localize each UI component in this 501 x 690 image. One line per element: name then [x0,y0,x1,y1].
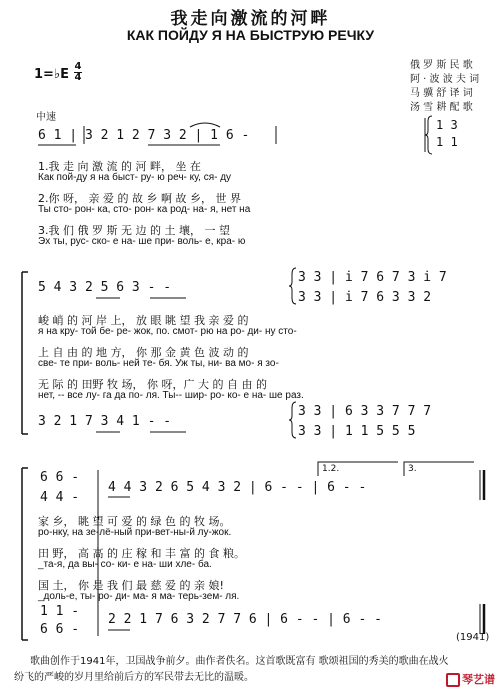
system3-chord-lower: 4 4 - [40,490,80,505]
system2-lyric-ru-3: нет, -- все лу- га да по- ля. Ты-- шир- ро- ко- е на- ше раз. [38,390,304,401]
time-signature-top: 4 [74,61,82,72]
system3-lyric-ru-3: _доль-е, ты- ро- ди- ма- я ма- терь-зем- ля. [38,591,240,602]
song-title-russian: КАК ПОЙДУ Я НА БЫСТРУЮ РЕЧКУ [126,27,375,43]
system2-upper-voice: 3 3 | i̇ 7 6 7 3 i̇ 7 [298,270,447,285]
system3-bass-chord-upper: 1 1 - [40,604,80,619]
voice-brace-icon [289,402,296,438]
system1-lyric-cn-1: 1.我 走 向 激 流 的 河 畔， 坐 在 [38,160,201,173]
system2-melody: 5 4 3 2 5 6 3 - - [38,280,172,295]
system2-bass-lower-voice: 3 3 | 1 1 5 5 5 [298,424,416,439]
volta-bracket [404,462,474,476]
song-title-chinese: 我走向激流的河畔 [170,9,331,29]
footnote-line-2: 纷飞的严峻的岁月里给前后方的军民带去无比的温暖。 [14,672,254,683]
system3-bass-notes: 2 2 1 7 6 3 2 7 7 6 | 6 - - | 6 - - [108,612,382,627]
system3-bass-chord-lower: 6 6 - [40,622,80,637]
credit-origin: 俄 罗 斯 民 歌 [410,60,473,71]
time-signature-bottom: 4 [74,72,82,83]
system1-lyric-ru-1: Как пой-ду я на быст- ру- ю реч- ку, ся- ду [38,172,232,183]
system3-lyric-cn-3: 国 土， 你 是 我 们 最 慈 爱 的 亲 娘! [38,579,224,592]
ending-third: 3. [408,464,417,474]
brand-name: 琴艺谱 [462,673,495,686]
system1-melody: 6 1 | 3 2 1 2 7 3 2 | 1 6 - [38,128,250,143]
system1-upper-chord: 1 3 [436,118,458,132]
system2-lower-voice: 3 3 | i̇ 7 6 3 3 2 [298,290,432,305]
system2-lyric-ru-1: я на кру- той бе- ре- жок, по. смот- рю на ро- ди- ну сто- [38,326,297,337]
system2-lyric-cn-2: 上 自 由 的 地 方， 你 那 金 黄 色 波 动 的 [38,346,249,359]
credit-lyricist: 阿 · 波 波 夫 词 [410,74,480,85]
tempo-marking: 中速 [36,112,56,123]
system3-lyric-ru-2: _та-я, да вы- со- ки- е на- ши хле- ба. [38,559,212,570]
composition-year: (1941) [456,632,490,643]
system2-bass: 3 2 1 7 3 4 1 - - [38,414,172,429]
system3-chord-upper: 6 6 - [40,470,80,485]
system1-lyric-ru-3: Эх ты, рус- ско- е на- ше при- воль- е, кра- ю [38,236,246,247]
system1-lyric-cn-2: 2.你 呀， 亲 爱 的 故 乡 啊 故 乡， 世 界 [38,192,241,205]
system3-lyric-cn-2: 田 野， 高 高 的 庄 稼 和 丰 富 的 食 粮。 [38,547,245,560]
system2-bass-upper-voice: 3 3 | 6 3 3 7 7 7 [298,404,432,419]
system2-lyric-ru-2: све- те при- воль- ней те- бя. Уж ты, ни- ва мо- я зо- [38,358,279,369]
system1-lyric-ru-2: Ты сто- рон- ка, сто- рон- ка род- на- я, нет на [38,204,251,215]
voice-brace-icon [289,268,296,304]
slur-mark [190,123,220,127]
voice-brace-icon [425,116,432,154]
ending-first-second: 1.2. [322,464,340,474]
system3-melody: 4 4 3 2 6 5 4 3 2 | 6 - - | 6 - - [108,480,367,495]
system1-lower-chord: 1 1 [436,135,458,149]
system1-lyric-cn-3: 3.我 们 俄 罗 斯 无 边 的 土 壤， 一 望 [38,224,230,237]
system3-lyric-cn-1: 家 乡， 眺 望 可 爱 的 绿 色 的 牧 场。 [38,515,231,528]
volta-bracket [318,462,398,476]
system2-lyric-cn-1: 峻 峭 的 河 岸 上， 放 眼 眺 望 我 亲 爱 的 [38,314,249,327]
key-signature: 1=♭E [34,67,69,82]
system2-lyric-cn-3: 无 际 的 田野 牧 场， 你 呀，广 大 的 自 由 的 [38,378,267,391]
credit-translator: 马 骥 舒 译 词 [410,88,473,99]
system3-lyric-ru-1: ро-нку, на зе-лё-ный при-вет-ны-й лу-жок. [38,527,232,538]
credit-arranger: 汤 雪 耕 配 歌 [410,102,473,113]
footnote-line-1: 歌曲创作于1941年，卫国战争前夕。曲作者佚名。这首歌既富有 歌颂祖国的秀美的歌曲在战火 [30,656,449,667]
